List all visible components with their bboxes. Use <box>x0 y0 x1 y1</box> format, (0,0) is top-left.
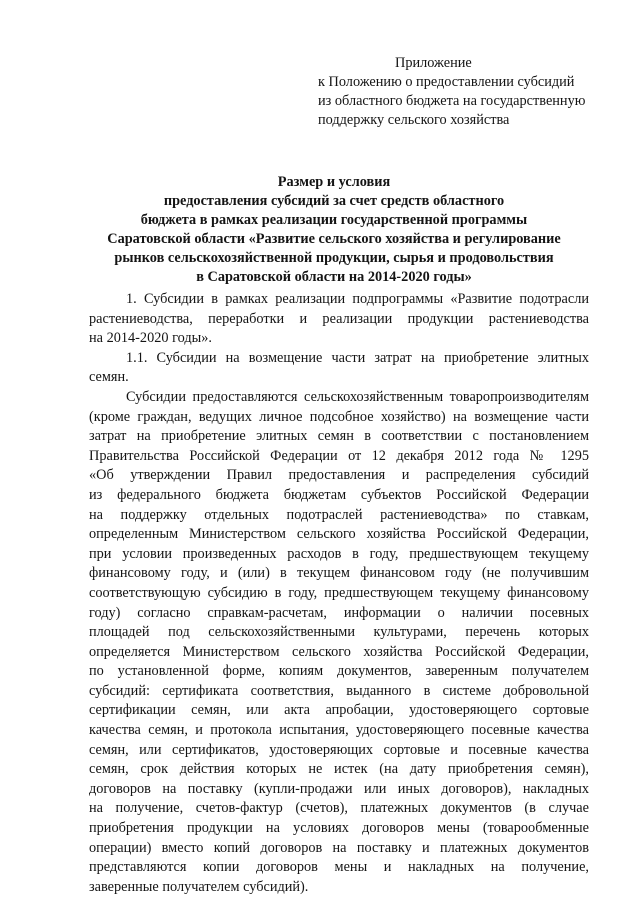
annex-line: к Положению о предоставлении субсидий <box>318 74 575 90</box>
body-line: семян. <box>89 369 129 386</box>
body-line: операции) вместо копий договоров на поставку и платежных документов <box>89 839 589 856</box>
body-line: Субсидии предоставляются сельскохозяйственным товаропроизводителям <box>126 388 589 405</box>
body-line: заверенные получателем субсидий). <box>89 878 309 895</box>
body-line: по установленной форме, копиям документов, заверенным получателем <box>89 663 589 680</box>
body-line: качества семян, и протокола испытания, удостоверяющего посевные качества <box>89 722 589 739</box>
body-line: Правительства Российской Федерации от 12 декабря 2012 года № 1295 <box>89 447 589 464</box>
annex-line: поддержку сельского хозяйства <box>318 112 510 128</box>
body-line: «Об утверждении Правил предоставления и распределения субсидий <box>89 467 589 484</box>
body-line: из федерального бюджета бюджетам субъектов Российской Федерации <box>89 486 589 503</box>
annex-line: Приложение <box>395 55 472 71</box>
body-line: субсидий: сертификата соответствия, выданного в системе добровольной <box>89 682 589 699</box>
body-line: сертификации семян, или акта апробации, удостоверяющего сортовые <box>89 702 589 719</box>
title-line: в Саратовской области на 2014-2020 годы» <box>196 269 472 285</box>
body-line: затрат на приобретение элитных семян в соответствии с постановлением <box>89 428 589 445</box>
body-line: семян, срок действия которых не истек (на дату приобретения семян), <box>89 761 589 778</box>
title-line: бюджета в рамках реализации государственной программы <box>140 212 528 228</box>
body-line: финансовому году, и (или) в текущем финансовом году (не получившим <box>89 565 589 582</box>
body-line: при условии произведенных расходов в году, предшествующем текущему <box>89 545 589 562</box>
body-line: представляются копии договоров мены и накладных на получение, <box>89 859 589 876</box>
body-line: договоров на поставку (купли-продажи или иных договоров), накладных <box>89 780 589 797</box>
body-line: приобретения продукции на условиях договоров мены (товарообменные <box>89 820 589 837</box>
title-line: Размер и условия <box>277 174 391 190</box>
body-line: на получение, счетов-фактур (счетов), платежных документов (в случае <box>89 800 589 817</box>
body-line: семян, или сертификатов, удостоверяющих сортовые и посевные качества <box>89 741 589 758</box>
body-line: растениеводства, переработки и реализации продукции растениеводства <box>89 310 589 327</box>
body-line: 1. Субсидии в рамках реализации подпрограммы «Развитие подотрасли <box>126 291 589 307</box>
body-line: году) согласно справкам-расчетам, информации о наличии посевных <box>89 604 589 621</box>
title-line: предоставления субсидий за счет средств областного <box>163 193 505 209</box>
body-line: площадей под сельскохозяйственными культурами, перечень которых <box>89 624 589 641</box>
body-line: определяется Министерством сельского хозяйства Российской Федерации, <box>89 643 589 660</box>
body-line: на поддержку отдельных подотраслей растениеводства» по ставкам, <box>89 506 589 523</box>
annex-header <box>318 54 618 130</box>
body-line: (кроме граждан, ведущих личное подсобное хозяйство) на возмещение части <box>89 408 589 425</box>
body-line: на 2014-2020 годы». <box>89 330 212 347</box>
document-title <box>80 173 588 287</box>
title-line: Саратовской области «Развитие сельского хозяйства и регулирование <box>107 231 561 247</box>
annex-line: из областного бюджета на государственную <box>318 93 586 109</box>
document-body <box>89 290 589 897</box>
title-line: рынков сельскохозяйственной продукции, сырья и продовольствия <box>114 250 554 266</box>
body-line: 1.1. Субсидии на возмещение части затрат на приобретение элитных <box>126 349 589 366</box>
body-line: соответствующую субсидию в году, предшествующем текущему финансовому <box>89 584 589 601</box>
body-line: определенным Министерством сельского хозяйства Российской Федерации, <box>89 526 589 543</box>
